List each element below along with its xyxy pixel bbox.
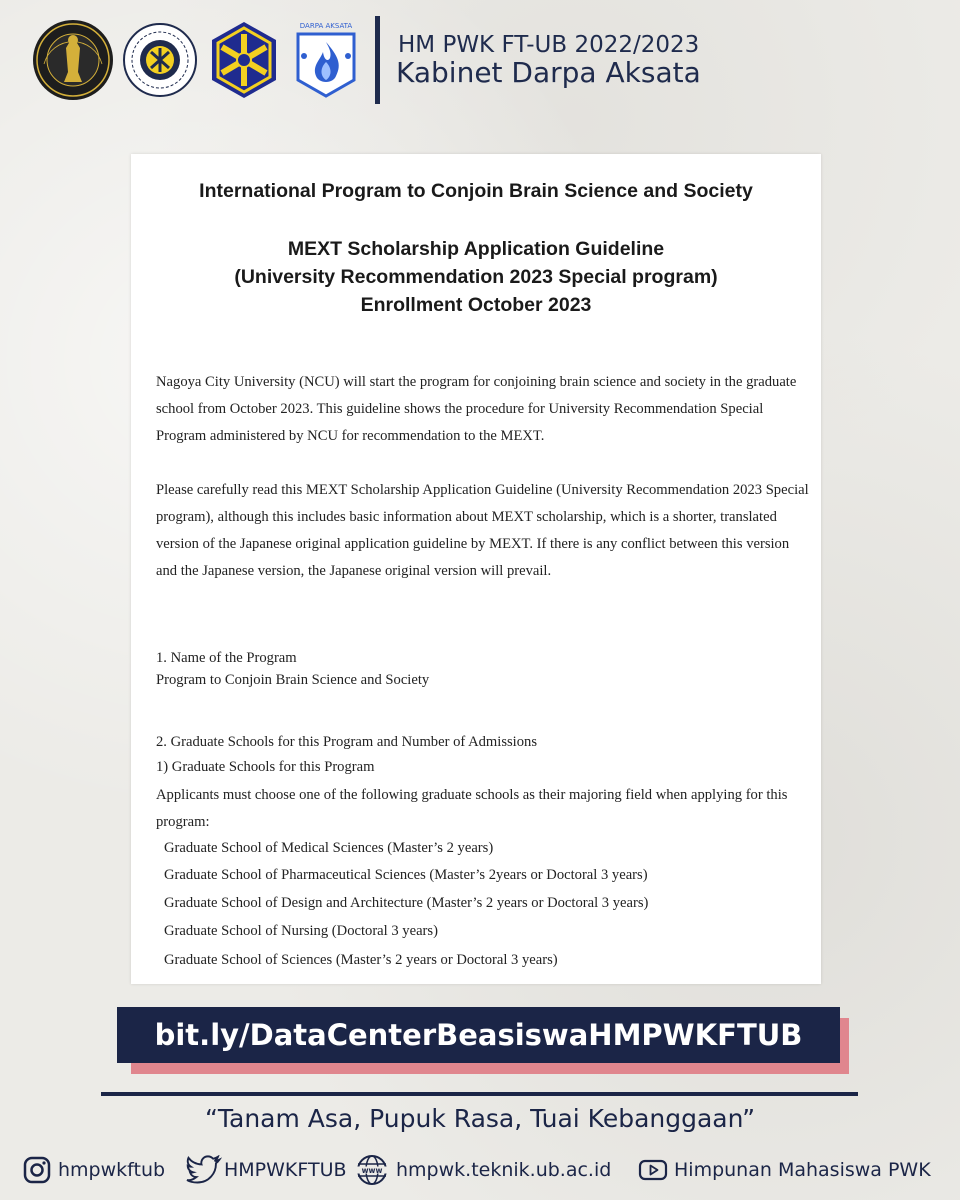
website-url: hmpwk.teknik.ub.ac.id [396, 1159, 612, 1181]
section-1-text: Program to Conjoin Brain Science and Society [156, 672, 430, 688]
list-item: Graduate School of Nursing (Doctoral 3 years) [164, 923, 438, 939]
twitter-icon [186, 1155, 222, 1185]
twitter-handle: HMPWKFTUB [224, 1159, 347, 1181]
globe-www-icon [354, 1154, 390, 1186]
notice-paragraph: Please carefully read this MEXT Scholarship Application Guideline (University Recommendation 2023 Special program), although this includes basic information about MEXT scholarship, which is a shorter, translated version of the Japanese original application guideline by MEXT. If there is any conflict between this version and the Japanese version, the Japanese original version will prevail. [156, 482, 809, 579]
social-twitter[interactable] [186, 1152, 347, 1188]
social-instagram[interactable] [22, 1152, 165, 1188]
social-youtube[interactable] [638, 1152, 931, 1188]
instagram-icon [22, 1155, 52, 1185]
svg-text:DARPA AKSATA: DARPA AKSATA [299, 22, 353, 30]
document-subtitle-program: (University Recommendation 2023 Special program) [234, 266, 718, 288]
list-item: Graduate School of Design and Architecture (Master’s 2 years or Doctoral 3 years) [164, 895, 649, 911]
list-item: Graduate School of Sciences (Master’s 2 years or Doctoral 3 years) [164, 952, 558, 968]
document-subtitle-guideline: MEXT Scholarship Application Guideline [287, 238, 665, 260]
himpunan-mahasiswa-pwk-emblem [120, 12, 200, 108]
document-page [131, 154, 821, 984]
universitas-brawijaya-seal [30, 12, 116, 108]
intro-paragraph: Nagoya City University (NCU) will start the program for conjoining brain science and society in the graduate school from October 2023. This guideline shows the procedure for University Recommendation Special Program administered by NCU for recommendation to the MEXT. [156, 374, 797, 444]
footer-divider [101, 1092, 858, 1096]
list-item: Graduate School of Medical Sciences (Master’s 2 years) [164, 840, 494, 856]
section-2-intro: Applicants must choose one of the following graduate schools as their majoring field when applying for this program: [156, 787, 788, 830]
social-website[interactable] [354, 1152, 611, 1188]
organization-name: HM PWK FT-UB 2022/2023 [398, 32, 700, 58]
section-1-heading: 1. Name of the Program [156, 650, 297, 666]
instagram-handle: hmpwkftub [58, 1159, 166, 1181]
svg-text:www: www [361, 1166, 383, 1175]
data-center-link[interactable]: bit.ly/DataCenterBeasiswaHMPWKFTUB [117, 1007, 840, 1063]
cabinet-name: Kabinet Darpa Aksata [396, 56, 701, 89]
logo-strip [30, 12, 370, 108]
document-title: International Program to Conjoin Brain Science and Society [199, 180, 753, 202]
section-2-subheading: 1) Graduate Schools for this Program [156, 759, 375, 775]
header-divider [375, 16, 380, 104]
document-subtitle-enrollment: Enrollment October 2023 [360, 294, 592, 316]
youtube-channel: Himpunan Mahasiswa PWK [674, 1159, 931, 1181]
darpa-aksata-logo [290, 12, 362, 108]
tagline: “Tanam Asa, Pupuk Rasa, Tuai Kebanggaan” [204, 1104, 756, 1133]
youtube-icon [638, 1155, 668, 1185]
list-item: Graduate School of Pharmaceutical Sciences (Master’s 2years or Doctoral 3 years) [164, 867, 648, 883]
pwk-star-emblem [206, 12, 282, 108]
section-2-heading: 2. Graduate Schools for this Program and Number of Admissions [156, 734, 538, 750]
